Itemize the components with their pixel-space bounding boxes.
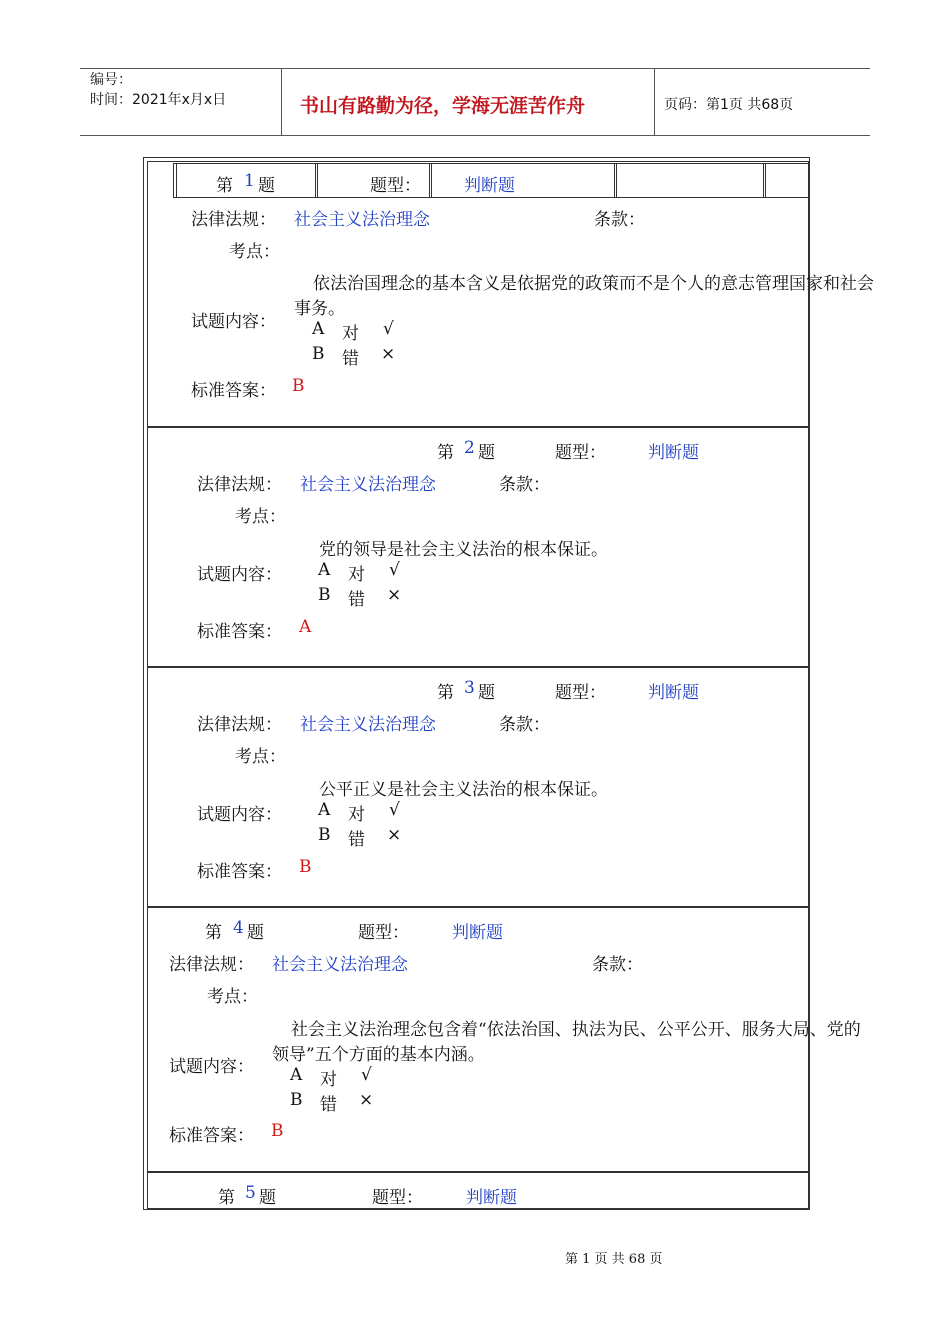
table-cell-divider bbox=[763, 163, 766, 198]
content-label: 试题内容： bbox=[191, 312, 276, 332]
law-label: 法律法规： bbox=[169, 955, 254, 975]
header-motto: 书山有路勤为径，学海无涯苦作舟 bbox=[300, 95, 586, 117]
table-cell-divider bbox=[614, 163, 617, 198]
law-label: 法律法规： bbox=[197, 475, 282, 495]
answer-label: 标准答案： bbox=[169, 1126, 254, 1146]
content-label: 试题内容： bbox=[197, 565, 282, 585]
law-label: 法律法规： bbox=[191, 210, 276, 230]
option-text: 错 bbox=[320, 1095, 337, 1115]
law-value: 社会主义法治理念 bbox=[272, 955, 408, 975]
question-type-value: 判断题 bbox=[464, 176, 515, 196]
page-footer: 第 1 页 共 68 页 bbox=[565, 1252, 663, 1267]
option-text: 对 bbox=[348, 805, 365, 825]
header-divider bbox=[654, 68, 655, 136]
question-type-value: 判断题 bbox=[466, 1188, 517, 1208]
question-text-line: 依法治国理念的基本含义是依据党的政策而不是个人的意志管理国家和社会 bbox=[313, 274, 874, 294]
table-cell-divider bbox=[429, 163, 432, 198]
answer-label: 标准答案： bbox=[197, 862, 282, 882]
header-page-info: 页码：第1页 共68页 bbox=[664, 97, 794, 113]
question-number-suffix: 题 bbox=[478, 443, 495, 463]
question-number-prefix: 第 bbox=[437, 443, 454, 463]
answer-value: B bbox=[292, 376, 305, 396]
option-text: 错 bbox=[348, 830, 365, 850]
clause-label: 条款： bbox=[592, 955, 643, 975]
question-separator bbox=[147, 666, 809, 668]
answer-label: 标准答案： bbox=[197, 622, 282, 642]
document-number-label: 编号： bbox=[90, 72, 132, 88]
answer-value: A bbox=[299, 617, 312, 637]
check-mark-icon: √ bbox=[389, 560, 400, 580]
cross-mark-icon: × bbox=[387, 585, 402, 605]
cross-mark-icon: × bbox=[359, 1090, 374, 1110]
question-number-prefix: 第 bbox=[437, 683, 454, 703]
question-separator bbox=[147, 906, 809, 908]
exam-point-label: 考点： bbox=[235, 747, 286, 767]
question-type-label: 题型： bbox=[555, 443, 606, 463]
check-mark-icon: √ bbox=[383, 319, 394, 339]
law-value: 社会主义法治理念 bbox=[294, 210, 430, 230]
option-key: B bbox=[290, 1090, 303, 1110]
clause-label: 条款： bbox=[499, 475, 550, 495]
option-key: B bbox=[318, 585, 331, 605]
question-separator bbox=[147, 426, 809, 428]
law-value: 社会主义法治理念 bbox=[300, 715, 436, 735]
question-type-label: 题型： bbox=[370, 176, 421, 196]
question-text-line: 社会主义法治理念包含着“依法治国、执法为民、公平公开、服务大局、党的 bbox=[291, 1020, 861, 1040]
question-text-line: 党的领导是社会主义法治的根本保证。 bbox=[319, 540, 608, 560]
question-type-value: 判断题 bbox=[648, 443, 699, 463]
question-type-value: 判断题 bbox=[452, 923, 503, 943]
answer-value: B bbox=[271, 1121, 284, 1141]
option-key: B bbox=[312, 344, 325, 364]
question-number: 2 bbox=[464, 438, 475, 458]
question-number-prefix: 第 bbox=[205, 923, 222, 943]
answer-value: B bbox=[299, 857, 312, 877]
option-text: 错 bbox=[342, 349, 359, 369]
content-label: 试题内容： bbox=[197, 805, 282, 825]
question-separator bbox=[147, 1171, 809, 1173]
law-label: 法律法规： bbox=[197, 715, 282, 735]
header-bottom-rule bbox=[80, 135, 870, 136]
question-number-suffix: 题 bbox=[247, 923, 264, 943]
option-key: B bbox=[318, 825, 331, 845]
question-number-suffix: 题 bbox=[259, 1188, 276, 1208]
exam-point-label: 考点： bbox=[229, 242, 280, 262]
header-top-rule bbox=[80, 68, 870, 69]
question-type-value: 判断题 bbox=[648, 683, 699, 703]
clause-label: 条款： bbox=[499, 715, 550, 735]
table-cell-divider bbox=[315, 163, 318, 198]
answer-label: 标准答案： bbox=[191, 381, 276, 401]
law-value: 社会主义法治理念 bbox=[300, 475, 436, 495]
cross-mark-icon: × bbox=[387, 825, 402, 845]
question-type-label: 题型： bbox=[372, 1188, 423, 1208]
exam-point-label: 考点： bbox=[207, 987, 258, 1007]
question-text-line: 事务。 bbox=[294, 299, 345, 319]
question-number: 4 bbox=[233, 918, 244, 938]
question-text-line: 公平正义是社会主义法治的根本保证。 bbox=[319, 780, 608, 800]
content-label: 试题内容： bbox=[169, 1057, 254, 1077]
option-text: 对 bbox=[348, 565, 365, 585]
option-key: A bbox=[318, 560, 331, 580]
question-number-prefix: 第 bbox=[216, 176, 233, 196]
question-number-suffix: 题 bbox=[258, 176, 275, 196]
question-type-label: 题型： bbox=[358, 923, 409, 943]
option-text: 对 bbox=[320, 1070, 337, 1090]
question-type-label: 题型： bbox=[555, 683, 606, 703]
question-number: 1 bbox=[244, 171, 255, 191]
question-number: 5 bbox=[245, 1183, 256, 1203]
cross-mark-icon: × bbox=[381, 344, 396, 364]
question-number: 3 bbox=[464, 678, 475, 698]
question-number-prefix: 第 bbox=[218, 1188, 235, 1208]
clause-label: 条款： bbox=[594, 210, 645, 230]
option-key: A bbox=[290, 1065, 303, 1085]
header-divider bbox=[281, 68, 282, 136]
option-text: 对 bbox=[342, 324, 359, 344]
option-text: 错 bbox=[348, 590, 365, 610]
question-text-line: 领导”五个方面的基本内涵。 bbox=[272, 1045, 485, 1065]
option-key: A bbox=[318, 800, 331, 820]
document-time-label: 时间：2021年x月x日 bbox=[90, 92, 227, 108]
check-mark-icon: √ bbox=[389, 800, 400, 820]
question-number-suffix: 题 bbox=[478, 683, 495, 703]
option-key: A bbox=[312, 319, 325, 339]
table-cell-divider bbox=[176, 163, 177, 198]
exam-point-label: 考点： bbox=[235, 507, 286, 527]
check-mark-icon: √ bbox=[361, 1065, 372, 1085]
